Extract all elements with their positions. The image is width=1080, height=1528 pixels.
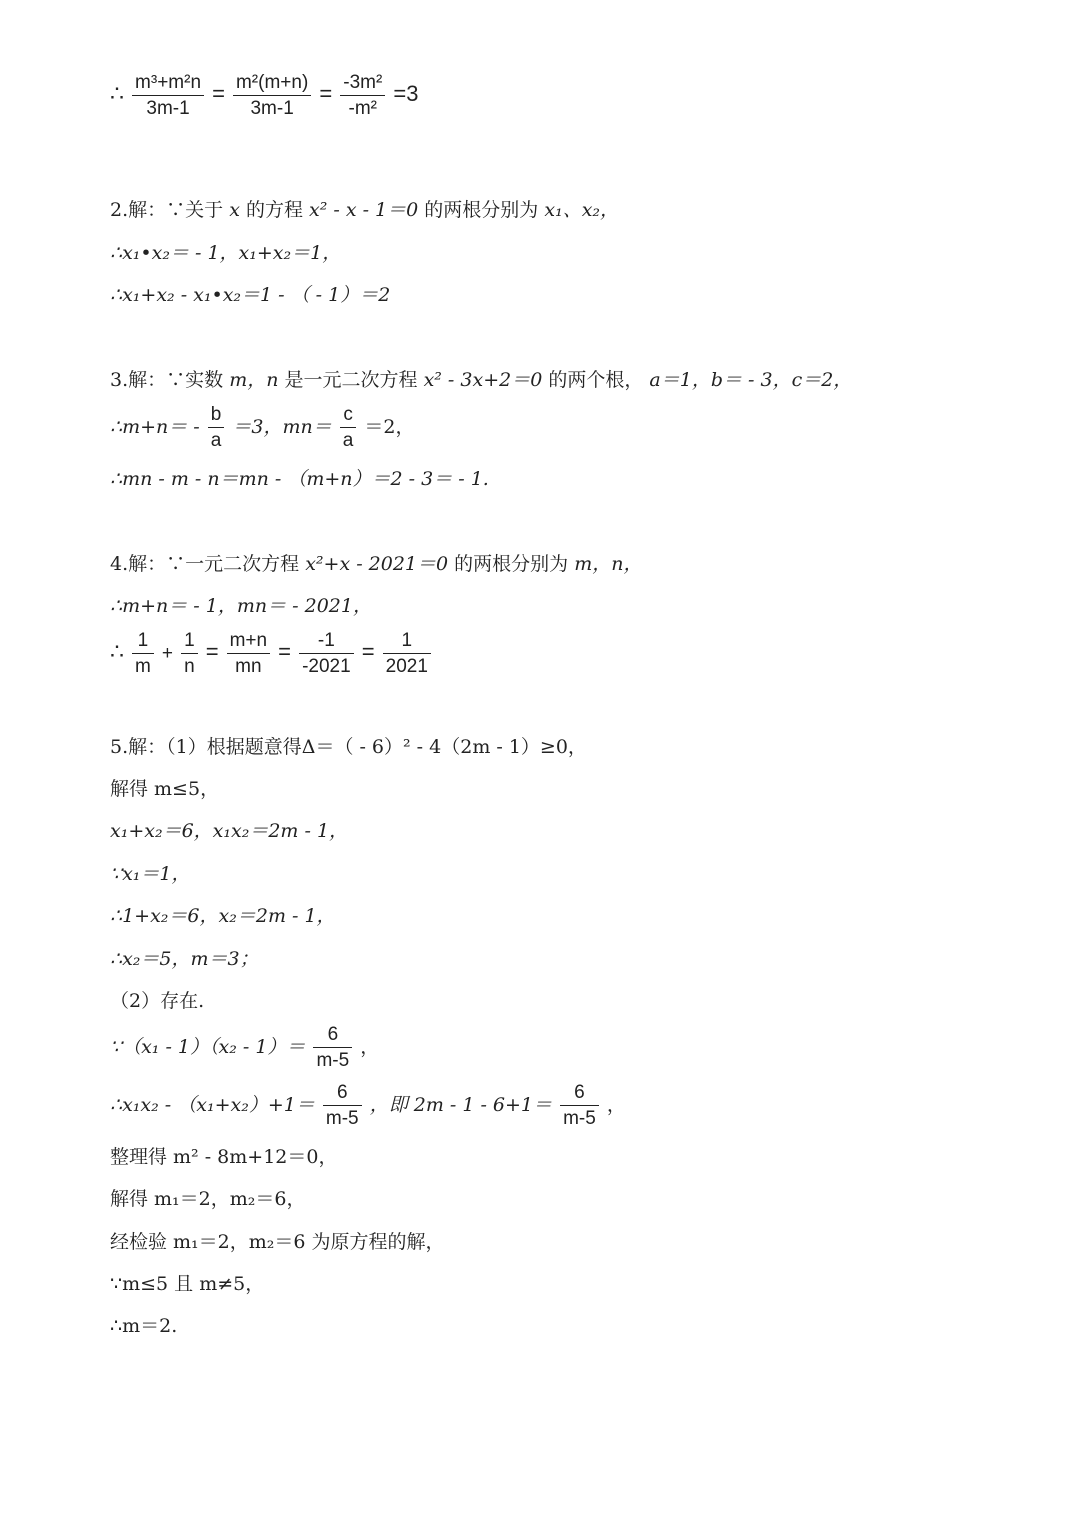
fraction-m-5b-denominator: m-5 [563,1108,596,1129]
fraction-2021-denominator: 2021 [385,656,428,677]
problem3-vars: m，n [229,369,279,391]
fraction-1n-numerator: 1 [181,630,198,654]
equals-2: = [319,81,333,106]
fraction-b-denominator: a [210,430,222,451]
problem5-line3: x₁+x₂＝6，x₁x₂＝2m - 1， [110,820,349,842]
fraction-6-over-m-5-a [323,1082,362,1130]
therefore-symbol-p4: ∴ [110,640,124,665]
problem2-prefix: 2.解：∵关于 [110,199,224,221]
fraction-neg1-over-neg2021 [299,630,354,678]
problem3-prefix: 3.解：∵实数 [110,369,224,391]
problem2-tail: 的两根分别为 [424,199,539,221]
fraction-sum-denominator: mn [235,656,262,677]
fraction-1m-numerator: 1 [132,630,154,654]
equals-1: = [212,81,225,106]
problem3-line2-tail: ＝2， [364,416,415,438]
problem5-line8 [110,1024,379,1072]
problem4-line1 [110,551,642,577]
fraction-3 [340,72,385,120]
fraction-1-over-2021 [383,630,431,678]
fraction-sum-numerator: m+n [227,630,271,654]
fraction-m-5-denominator: m-5 [316,1050,350,1071]
equals-3: =3 [393,81,419,106]
fraction-3-numerator: -3m² [340,72,385,96]
fraction-1n-denominator: n [184,656,195,677]
problem4-line3 [110,630,433,678]
fraction-6-over-m-5-b [560,1082,599,1130]
problem5-line8-tail: ， [360,1036,380,1058]
fraction-c-numerator: c [340,404,357,428]
fraction-6-numerator: 6 [313,1024,352,1048]
problem2-line3: ∴x₁+x₂ - x₁•x₂＝1 - （ - 1）＝2 [110,284,391,306]
problem2-var-x: x [229,199,240,221]
fraction-c-denominator: a [342,430,354,451]
equals-p4-3: = [361,639,375,664]
fraction-6-over-m-5 [313,1024,352,1072]
problem4-equation: x²+x - 2021＝0 [305,553,449,575]
problem2-line2: ∴x₁•x₂＝ - 1，x₁+x₂＝1， [110,242,342,264]
problem3-line2-mid: ＝3，mn＝ [232,416,332,438]
fraction-2-numerator: m²(m+n) [233,72,311,96]
problem5-line9-tail: ， [606,1094,626,1116]
problem2-line1 [110,197,619,223]
problem3-equation: x² - 3x+2＝0 [423,369,543,391]
problem5-line9-mid: ，即 2m - 1 - 6+1＝ [369,1094,553,1116]
problem3-coefficients: a＝1，b＝ - 3，c＝2， [649,369,853,391]
problem5-line7: （2）存在. [110,990,205,1012]
fraction-1-over-n [181,630,198,678]
fraction-6b-numerator: 6 [560,1082,599,1106]
problem5-line5: ∴1+x₂＝6，x₂＝2m - 1， [110,905,336,927]
fraction-neg1-numerator: -1 [299,630,354,654]
fraction-m-5a-denominator: m-5 [325,1108,359,1129]
fraction-1-denominator: 3m-1 [146,98,190,119]
fraction-sum-over-product [227,630,271,678]
equals-p4-2: = [278,639,292,664]
problem5-line6: ∴x₂＝5，m＝3； [110,948,259,970]
fraction-neg2021-denominator: -2021 [302,656,351,677]
problem3-line1 [110,367,852,393]
problem3-line2-prefix: ∴m+n＝ - [110,416,200,438]
problem3-tail: 的两个根， [548,369,644,391]
problem3-line2 [110,404,415,452]
problem5-line8-prefix: ∵（x₁ - 1）（x₂ - 1）＝ [110,1036,306,1058]
therefore-symbol: ∴ [110,82,124,107]
problem5-line1: 5.解：（1）根据题意得Δ＝（ - 6）² - 4（2m - 1）≥0， [110,736,587,758]
problem5-line9 [110,1082,626,1130]
fraction-1-over-m [132,630,154,678]
problem4-line2: ∴m+n＝ - 1，mn＝ - 2021， [110,595,372,617]
fraction-6a-numerator: 6 [323,1082,362,1106]
fraction-b-over-a [208,404,225,452]
problem5-line12: 经检验 m₁＝2，m₂＝6 为原方程的解， [110,1231,445,1253]
fraction-c-over-a [340,404,357,452]
problem5-line11: 解得 m₁＝2，m₂＝6， [110,1188,306,1210]
plus-sign: + [161,643,174,664]
problem4-tail: 的两根分别为 [454,553,569,575]
fraction-1-numerator: m³+m²n [132,72,204,96]
fraction-3-denominator: -m² [348,98,378,119]
problem5-line14: ∴m＝2. [110,1315,178,1337]
problem2-mid: 的方程 [245,199,303,221]
problem4-prefix: 4.解：∵一元二次方程 [110,553,300,575]
equals-p4-1: = [205,639,219,664]
fraction-1 [132,72,204,120]
fraction-2 [233,72,311,120]
problem5-line9-prefix: ∴x₁x₂ - （x₁+x₂）+1＝ [110,1094,315,1116]
problem3-mid: 是一元二次方程 [284,369,418,391]
problem5-line10: 整理得 m² - 8m+12＝0， [110,1146,338,1168]
problem3-line3: ∴mn - m - n＝mn - （m+n）＝2 - 3＝ - 1. [110,468,489,490]
fraction-1m-denominator: m [135,656,151,677]
problem5-line13: ∵m≤5 且 m≠5， [110,1273,265,1295]
problem5-line4: ∵x₁＝1， [110,863,191,885]
problem4-vars: m，n， [574,553,643,575]
problem2-equation: x² - x - 1＝0 [309,199,419,221]
fraction-b-numerator: b [208,404,225,428]
first-line-equation [110,72,418,120]
problem2-roots: x₁、x₂， [544,199,620,221]
fraction-2-denominator: 3m-1 [250,98,294,119]
problem5-line2: 解得 m≤5， [110,778,220,800]
fraction-1-numerator: 1 [383,630,431,654]
